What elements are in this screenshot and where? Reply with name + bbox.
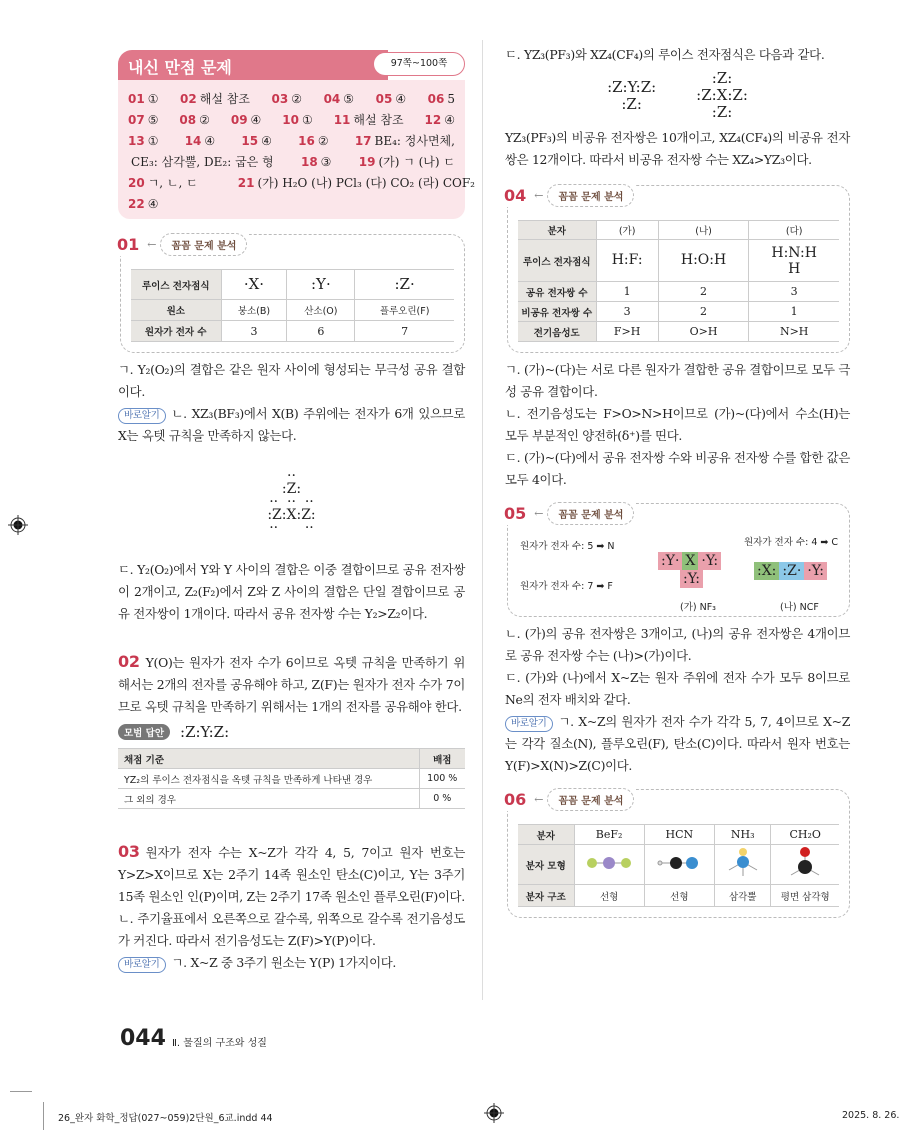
answer-value: ① (147, 134, 159, 148)
answer-value: ③ (320, 155, 332, 169)
table-cell: (다) (749, 221, 839, 240)
arrow-icon: ← (534, 793, 544, 806)
explanation-text: ㄴ. 전기음성도는 F>O>N>H이므로 (가)~(다)에서 수소(H)는 모두 부분적인 양전하(δ⁺)를 띤다. (505, 406, 850, 443)
table-cell: 삼각뿔 (714, 885, 770, 907)
answer-item (334, 110, 404, 131)
lewis-pf3: :Z:Y:Z: :Z: (607, 77, 657, 113)
answer-value: ④ (261, 134, 272, 148)
cell: 3 (221, 321, 287, 342)
answer-number: 03 (271, 92, 289, 106)
answer-item (324, 89, 354, 110)
correction-badge: 바로알기 (118, 408, 166, 424)
answer-number: 14 (184, 134, 202, 148)
table-cell: (가) (596, 221, 658, 240)
table-cell: HCN (644, 825, 714, 845)
answer-number: 09 (230, 113, 248, 127)
answer-number: 04 (323, 92, 341, 106)
table-cell: 선형 (574, 885, 644, 907)
answer-item (179, 110, 209, 131)
answer-number: 07 (128, 113, 145, 127)
annotation: 원자가 전자 수: 7 ➡ F (520, 581, 613, 592)
cell: 6 (287, 321, 355, 342)
explanation-text: ㄱ. X~Z의 원자가 전자 수가 각각 5, 7, 4이므로 X~Z는 각각 질소(N), 플루오린(F), 탄소(C)이다. 따라서 원자 번호는 Y(F)>X(N)>Z(C)이다. (505, 714, 850, 773)
table-cell: 비공유 전자쌍 수 (518, 302, 596, 322)
explanation-text: ㄴ. 주기율표에서 오른쪽으로 갈수록, 위쪽으로 갈수록 전기음성도가 커진다. 따라서 전기음성도는 Z(F)>Y(P)이다. (118, 911, 465, 948)
answer-value: CE₃: 삼각뿔, DE₂: 굽은 형 (131, 155, 274, 169)
answer-item (425, 110, 455, 131)
explanation-text: 원자가 전자 수는 X~Z가 각각 4, 5, 7이고 원자 번호는 Y>Z>X이므로 X는 2주기 14족 원소인 탄소(C)이고, Y는 3주기 15족 원소인 인(P)이며, Z는 2주기 17족 원소인 플루오린(F)이다. (118, 845, 465, 904)
lewis-y: :Y· (287, 270, 355, 300)
explanation-text: ㄱ. X~Z 중 3주기 원소는 Y(P) 1가지이다. (171, 955, 397, 970)
explanation-text: ㄷ. Y₂(O₂)에서 Y와 Y 사이의 결합은 이중 결합이므로 공유 전자쌍이 2개이고, Z₂(F₂)에서 Z와 Z 사이의 결합은 단일 결합이므로 공유 전자쌍이 1개이다. 따라서 공유 전자쌍 수는 Y₂>Z₂이다. (118, 562, 465, 621)
answer-number: 16 (298, 134, 315, 148)
lewis-hf: H:F: (596, 240, 658, 282)
answer-item (128, 89, 158, 110)
answer-value: ④ (250, 113, 262, 127)
lewis-yz2: :Z:Y:Z: (180, 722, 230, 741)
table-cell: 전기음성도 (518, 322, 596, 342)
answer-value: ⑤ (147, 113, 159, 127)
answer-item (231, 110, 261, 131)
print-date: 2025. 8. 26. (842, 1110, 900, 1121)
lewis-x: ·X· (221, 270, 287, 300)
answer-number: 20 (128, 176, 145, 190)
table-cell: 분자 모형 (518, 845, 574, 885)
q05-diagram (508, 504, 849, 616)
arrow-icon: ← (534, 189, 544, 202)
q06-analysis-box (504, 789, 850, 918)
explanation-text: Y(O)는 원자가 전자 수가 6이므로 옥텟 규칙을 만족하기 위해서는 2개의 전자를 공유해야 하고, Z(F)는 원자가 전자 수가 7이므로 옥텟 규칙을 만족하기 위해서는 1개의 전자를 공유해야 한다. (118, 655, 465, 714)
answer-number: 21 (237, 176, 255, 190)
registration-mark-icon (484, 1103, 504, 1126)
ch2o-model-icon (771, 845, 839, 885)
answer-value: ② (291, 92, 302, 106)
bef2-model-icon (574, 845, 644, 885)
cell: 100 % (419, 769, 465, 789)
table-cell: O>H (658, 322, 749, 342)
question-number: 04 (504, 186, 527, 205)
analysis-label: 꼼꼼 문제 분석 (547, 184, 634, 207)
answer-item (241, 131, 271, 152)
table-cell: 선형 (644, 885, 714, 907)
table-cell: 3 (596, 302, 658, 322)
table-cell: 2 (658, 302, 749, 322)
annotation: 원자가 전자 수: 5 ➡ N (520, 541, 615, 552)
table-cell: 공유 전자쌍 수 (518, 282, 596, 302)
table-cell: 평면 삼각형 (771, 885, 839, 907)
arrow-icon: ← (534, 507, 544, 520)
answer-number: 06 (427, 92, 445, 106)
answer-item (376, 89, 406, 110)
q04-analysis-box (504, 185, 850, 353)
explanation-text: ㄷ. (가)와 (나)에서 X~Z는 원자 주위에 전자 수가 모두 8이므로 Ne의 전자 배치와 같다. (505, 670, 850, 707)
explanation-text: ㄴ. (가)의 공유 전자쌍은 3개이고, (나)의 공유 전자쌍은 4개이므로 공유 전자쌍 수는 (나)>(가)이다. (505, 626, 850, 663)
answer-value: ④ (204, 134, 216, 148)
answer-item (185, 131, 215, 152)
table-cell: 2 (658, 282, 749, 302)
table-cell: N>H (749, 322, 839, 342)
table-cell: 분자 (518, 221, 596, 240)
cell: 그 외의 경우 (118, 789, 419, 809)
analysis-label: 꼼꼼 문제 분석 (547, 788, 634, 811)
caption: (나) NCF (780, 602, 819, 613)
answer-number: 13 (128, 134, 145, 148)
answer-row (128, 131, 455, 152)
answer-item (128, 131, 158, 152)
section-title: 내신 만점 문제 (118, 50, 388, 80)
answer-item (238, 173, 475, 194)
answer-value: ④ (395, 92, 407, 106)
explanation-text: ㄷ. YZ₃(PF₃)와 XZ₄(CF₄)의 루이스 전자점식은 다음과 같다. (505, 47, 825, 62)
q06-table (518, 824, 839, 907)
annotation: 원자가 전자 수: 4 ➡ C (744, 537, 838, 548)
row-label: 원자가 전자 수 (131, 321, 221, 342)
cell: 0 % (419, 789, 465, 809)
answer-item (359, 152, 455, 173)
answer-number: 17 (354, 134, 372, 148)
answer-number: 08 (179, 113, 197, 127)
page-number: 044 (120, 1026, 166, 1051)
model-answer-badge: 모범 답안 (118, 724, 170, 740)
table-cell: BeF₂ (574, 825, 644, 845)
answer-row (128, 152, 455, 173)
answer-item (128, 194, 158, 215)
crop-mark (43, 1102, 44, 1130)
answer-value: ④ (444, 113, 455, 127)
answer-row (128, 194, 455, 215)
answer-item (128, 173, 198, 194)
q01-table (131, 269, 454, 342)
section-name: Ⅱ. 물질의 구조와 성질 (172, 1038, 267, 1049)
analysis-label: 꼼꼼 문제 분석 (160, 233, 247, 256)
row-label: 원소 (131, 300, 221, 321)
explanation-text: ㄱ. Y₂(O₂)의 결합은 같은 원자 사이에 형성되는 무극성 공유 결합이다. (118, 362, 465, 399)
answer-number: 19 (358, 155, 376, 169)
nh3-model-icon (714, 845, 770, 885)
section-header (118, 50, 465, 80)
table-cell: 루이스 전자점식 (518, 240, 596, 282)
q01-header (117, 233, 249, 256)
answer-number: 05 (375, 92, 393, 106)
answer-value: ② (317, 134, 329, 148)
question-number: 01 (117, 235, 140, 254)
correction-badge: 바로알기 (505, 716, 553, 732)
answer-item (128, 110, 158, 131)
answer-item (180, 89, 250, 110)
answer-key (118, 80, 475, 219)
table-cell: F>H (596, 322, 658, 342)
lewis-z: :Z· (355, 270, 454, 300)
left-column (118, 234, 465, 974)
answer-item (128, 152, 274, 173)
explanation-text: ㄷ. (가)~(다)에서 공유 전자쌍 수와 비공유 전자쌍 수를 합한 값은 모두 4이다. (505, 450, 850, 487)
cell: 플루오린(F) (355, 300, 454, 321)
lewis-h2o: H:O:H (658, 240, 749, 282)
answer-number: 12 (424, 113, 442, 127)
answer-row (128, 89, 455, 110)
cell: 산소(O) (287, 300, 355, 321)
q06-header (504, 788, 636, 811)
lewis-cf4: :Z: :Z:X:Z: :Z: (696, 69, 748, 121)
answer-value: ㄱ, ㄴ, ㄷ (147, 176, 198, 190)
answer-number: 22 (128, 197, 145, 211)
cell: 7 (355, 321, 454, 342)
table-header: 루이스 전자점식 (131, 270, 221, 300)
answer-value: 해설 참조 (199, 92, 250, 106)
correction-badge: 바로알기 (118, 957, 166, 973)
answer-number: 18 (300, 155, 318, 169)
answer-value: ⑤ (343, 92, 355, 106)
lewis-nh3: H:N:H H (749, 240, 839, 282)
table-header: 배점 (419, 749, 465, 769)
q05-analysis-box (504, 503, 850, 617)
answer-value: BE₄: 정사면체, (374, 134, 455, 148)
file-name: 26_완자 화학_정답(027~059)2단원_6교.indd 44 (58, 1113, 273, 1124)
question-number: 02 (118, 652, 140, 671)
answer-value: ④ (147, 197, 159, 211)
answer-item (428, 89, 455, 110)
answer-number: 01 (128, 92, 145, 106)
scoring-table (118, 748, 465, 809)
answer-number: 10 (282, 113, 299, 127)
hcn-model-icon (644, 845, 714, 885)
answer-item (298, 131, 328, 152)
answer-value: 해설 참조 (353, 113, 404, 127)
table-cell: (나) (658, 221, 749, 240)
table-cell: 분자 (518, 825, 574, 845)
right-column (505, 44, 850, 918)
table-cell: 3 (749, 282, 839, 302)
answer-value: (가) H₂O (나) PCl₃ (다) CO₂ (라) COF₂ (257, 176, 475, 190)
answer-value: 5 (447, 92, 455, 106)
answer-value: ① (301, 113, 313, 127)
answer-item (355, 131, 455, 152)
q04-table (518, 220, 839, 342)
question-number: 06 (504, 790, 527, 809)
table-header: 채점 기준 (118, 749, 419, 769)
table-cell: 분자 구조 (518, 885, 574, 907)
answer-value: ① (147, 92, 159, 106)
q01-analysis-box (117, 234, 465, 353)
answer-value: ② (199, 113, 210, 127)
analysis-label: 꼼꼼 문제 분석 (547, 502, 634, 525)
explanation-text: ㄴ. XZ₃(BF₃)에서 X(B) 주위에는 전자가 6개 있으므로 X는 옥텟 규칙을 만족하지 않는다. (118, 406, 465, 443)
answer-row (128, 173, 475, 194)
answer-number: 11 (333, 113, 351, 127)
table-cell: 1 (749, 302, 839, 322)
answer-row (128, 110, 455, 131)
ncf-diagram: :X: :Z· ·Y: (754, 562, 827, 580)
arrow-icon: ← (147, 238, 157, 251)
question-number: 05 (504, 504, 527, 523)
table-cell: NH₃ (714, 825, 770, 845)
page-range: 97쪽~100쪽 (373, 52, 465, 76)
q04-header (504, 184, 636, 207)
registration-mark-icon (8, 515, 28, 538)
answer-item (301, 152, 331, 173)
cell: 붕소(B) (221, 300, 287, 321)
caption: (가) NF₃ (680, 602, 716, 613)
nf3-diagram: :Y· X ·Y: :Y: (658, 552, 721, 588)
crop-mark (10, 1091, 32, 1092)
cell: YZ₂의 루이스 전자점식을 옥텟 규칙을 만족하게 나타낸 경우 (118, 769, 419, 789)
explanation-text: ㄱ. (가)~(다)는 서로 다른 원자가 결합한 공유 결합이므로 모두 극성 공유 결합이다. (505, 362, 850, 399)
column-divider (482, 40, 483, 1000)
question-number: 03 (118, 842, 140, 861)
answer-item (272, 89, 302, 110)
lewis-bf3: ·· :Z: ·· ·· ·· :Z:X:Z: ·· ·· (267, 468, 316, 536)
table-cell: CH₂O (771, 825, 839, 845)
table-cell: 1 (596, 282, 658, 302)
answer-number: 02 (180, 92, 197, 106)
answer-number: 15 (241, 134, 259, 148)
answer-value: (가) ㄱ (나) ㄷ (378, 155, 455, 169)
explanation-text: YZ₃(PF₃)의 비공유 전자쌍은 10개이고, XZ₄(CF₄)의 비공유 전자쌍은 12개이다. 따라서 비공유 전자쌍 수는 XZ₄>YZ₃이다. (505, 130, 850, 167)
answer-item (282, 110, 312, 131)
